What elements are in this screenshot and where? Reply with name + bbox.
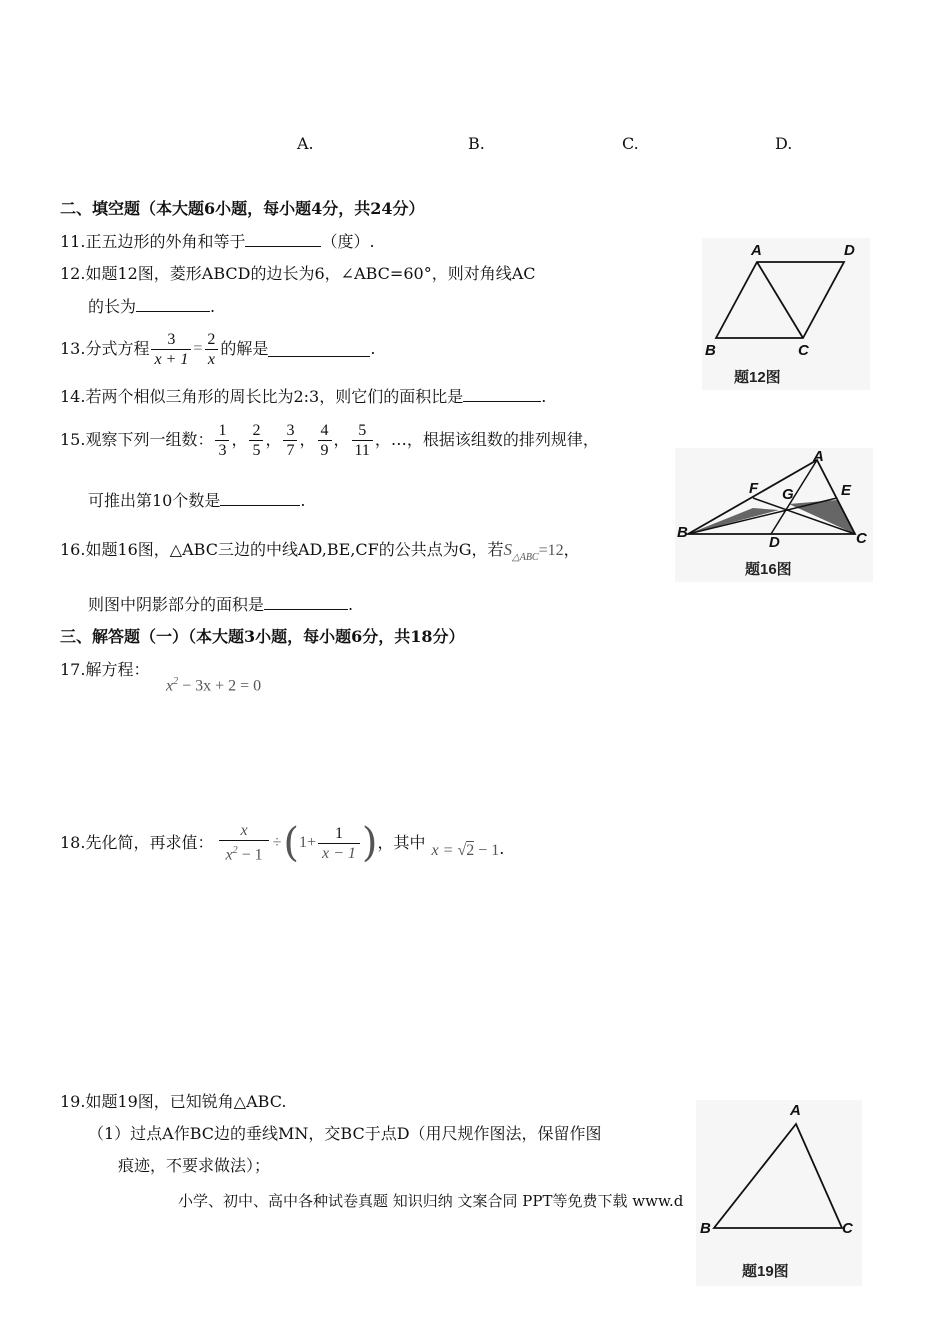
shaded-region-right — [789, 500, 855, 534]
q15-f3-num: 3 — [286, 421, 295, 439]
fig19-label-b: B — [700, 1220, 711, 1237]
fig12-caption: 题12图 — [734, 369, 781, 386]
q17-eq-sup: 2 — [173, 676, 179, 687]
triangle-abc — [714, 1124, 842, 1228]
q13-f1-num: 3 — [167, 330, 176, 348]
q15-prefix: 15.观察下列一组数： — [60, 430, 214, 449]
fig16-label-f: F — [749, 480, 759, 497]
q12-blank[interactable] — [136, 296, 210, 312]
q15-sep-2: ， — [265, 430, 282, 449]
q18-f-den — [219, 840, 268, 864]
q18-f-den-sup: 2 — [232, 845, 238, 857]
footer-note: 小学、初中、高中各种试卷真题 知识归纳 文案合同 PPT等免费下载 www.d — [178, 1192, 684, 1210]
fig16-label-a: A — [813, 448, 824, 465]
question-16-line2 — [88, 594, 353, 615]
q15-fraction-1 — [215, 421, 229, 460]
q16-area-symbol: S — [503, 540, 513, 559]
q18-mid: ，其中 — [377, 833, 426, 852]
q16-line2-text: 则图中阴影部分的面积是 — [88, 595, 265, 614]
q15-f5-num: 5 — [358, 421, 367, 439]
option-c: C. — [622, 134, 639, 153]
q19-line1: 19.如题19图，已知锐角△ABC. — [60, 1092, 287, 1111]
figure-12 — [702, 238, 870, 390]
q18-text: 18.先化简，再求值： — [60, 833, 214, 852]
option-b: B. — [468, 134, 485, 153]
option-a: A. — [297, 134, 314, 153]
q11-blank[interactable] — [245, 231, 321, 247]
q15-suffix: ，…，根据该组数的排列规律， — [374, 430, 599, 449]
median-ad — [771, 460, 817, 534]
q18-right-paren: ) — [361, 820, 378, 866]
q18-g-den: x − 1 — [318, 843, 360, 863]
q18-f-den-x: x — [225, 846, 233, 864]
fig16-label-g: G — [782, 486, 794, 503]
q18-g-num: 1 — [334, 824, 343, 842]
q18-sqrt-value: 2 — [466, 842, 475, 859]
q15-f2-num: 2 — [252, 421, 261, 439]
q14-tail: . — [541, 387, 547, 406]
question-15 — [60, 416, 599, 464]
q15-f4-num: 4 — [320, 421, 329, 439]
q18-sqrt: √2 — [457, 842, 475, 859]
q18-cond-rest: − 1 — [474, 842, 500, 859]
q12-line1: 12.如题12图，菱形ABCD的边长为6，∠ABC=60°，则对角线AC — [60, 264, 536, 283]
q13-f1-den: x + 1 — [151, 349, 191, 369]
q18-f-den-rest: − 1 — [237, 846, 263, 864]
q13-f2-den: x — [205, 349, 218, 369]
q16-line1-text: 16.如题16图，△ABC三边的中线AD,BE,CF的公共点为G，若 — [60, 540, 504, 559]
q18-condition — [432, 841, 500, 861]
q15-f1-num: 1 — [218, 421, 227, 439]
rhombus-diagram — [702, 238, 870, 390]
q13-equals: = — [193, 340, 203, 357]
q17-eq-x: x — [166, 677, 174, 695]
q18-cond-x: x = — [431, 842, 458, 859]
acute-triangle-diagram — [696, 1100, 862, 1286]
question-13 — [60, 326, 376, 372]
fig16-label-e: E — [841, 482, 852, 499]
section3-heading: 三、解答题（一）（本大题3小题，每小题6分，共18分） — [60, 627, 465, 646]
fig12-label-c: C — [798, 342, 809, 359]
q17-text: 17.解方程： — [60, 660, 150, 679]
q17-equation — [166, 672, 261, 696]
q18-one-plus: 1+ — [298, 834, 317, 851]
q13-tail: . — [370, 339, 376, 358]
q18-end: . — [499, 839, 505, 858]
q14-blank[interactable] — [463, 386, 541, 402]
q15-blank[interactable] — [220, 490, 300, 506]
section2-heading: 二、填空题（本大题6小题，每小题4分，共24分） — [60, 199, 425, 218]
q19-line2: （1）过点A作BC边的垂线MN，交BC于点D（用尺规作图法，保留作图 — [88, 1124, 602, 1143]
q15-fraction-3 — [283, 421, 297, 460]
q15-f5-den: 11 — [352, 440, 373, 460]
q15-f3-den: 7 — [283, 440, 297, 460]
q15-sep-4: ， — [333, 430, 350, 449]
question-14 — [60, 386, 546, 407]
fig19-label-a: A — [790, 1102, 801, 1119]
fig19-caption: 题19图 — [742, 1263, 789, 1280]
q15-sep-1: ， — [231, 430, 248, 449]
q19-line3: 痕迹，不要求做法）； — [118, 1156, 271, 1175]
fig12-label-d: D — [844, 242, 855, 259]
figure-19 — [696, 1100, 862, 1286]
option-d: D. — [775, 134, 793, 153]
question-15-line2 — [88, 490, 305, 511]
q17-eq-rest: − 3x + 2 = 0 — [178, 677, 262, 695]
q16-tail: . — [348, 595, 354, 614]
q11-tail: （度）. — [321, 232, 375, 251]
q13-prefix: 13.分式方程 — [60, 339, 150, 358]
fig16-caption: 题16图 — [745, 561, 792, 578]
question-12-line2 — [88, 296, 215, 317]
q16-area-sub: △ABC — [512, 552, 539, 563]
fig19-label-c: C — [842, 1220, 853, 1237]
q15-f2-den: 5 — [249, 440, 263, 460]
fig16-label-b: B — [677, 524, 688, 541]
q16-comma: ， — [563, 540, 580, 559]
q16-blank[interactable] — [264, 594, 348, 610]
fig16-label-c: C — [856, 530, 867, 547]
q16-area-value: =12 — [538, 542, 564, 559]
q15-tail: . — [300, 491, 306, 510]
triangle-abc — [688, 460, 855, 534]
fig12-label-b: B — [705, 342, 716, 359]
q18-left-paren: ( — [283, 820, 299, 866]
fig12-label-a: A — [751, 242, 762, 259]
q15-f4-den: 9 — [318, 440, 332, 460]
q18-divide: ÷ — [272, 834, 282, 851]
figure-16 — [675, 448, 873, 582]
q15-line2-text: 可推出第10个数是 — [88, 491, 221, 510]
q18-f-num: x — [240, 822, 248, 840]
diagonal-ac — [757, 262, 803, 338]
q15-fraction-2 — [249, 421, 263, 460]
q13-fraction-1 — [151, 330, 191, 369]
q12-line2-text: 的长为 — [88, 297, 137, 316]
q18-fraction-1 — [219, 821, 268, 864]
question-16-line1 — [60, 540, 580, 568]
fig16-label-d: D — [769, 534, 780, 551]
q12-tail: . — [210, 297, 216, 316]
q15-fraction-4 — [318, 421, 332, 460]
q13-blank[interactable] — [268, 341, 370, 357]
q18-fraction-2 — [318, 824, 360, 863]
q15-sep-3: ， — [299, 430, 316, 449]
question-18 — [60, 818, 504, 868]
median-be — [688, 498, 837, 534]
q11-text: 11.正五边形的外角和等于 — [60, 232, 246, 251]
q14-text: 14.若两个相似三角形的周长比为2:3，则它们的面积比是 — [60, 387, 464, 406]
q13-fraction-2 — [204, 330, 218, 369]
q15-f1-den: 3 — [215, 440, 229, 460]
question-11 — [60, 231, 375, 252]
q13-suffix: 的解是 — [220, 339, 269, 358]
q15-fraction-5 — [352, 421, 373, 460]
q13-f2-num: 2 — [207, 330, 216, 348]
